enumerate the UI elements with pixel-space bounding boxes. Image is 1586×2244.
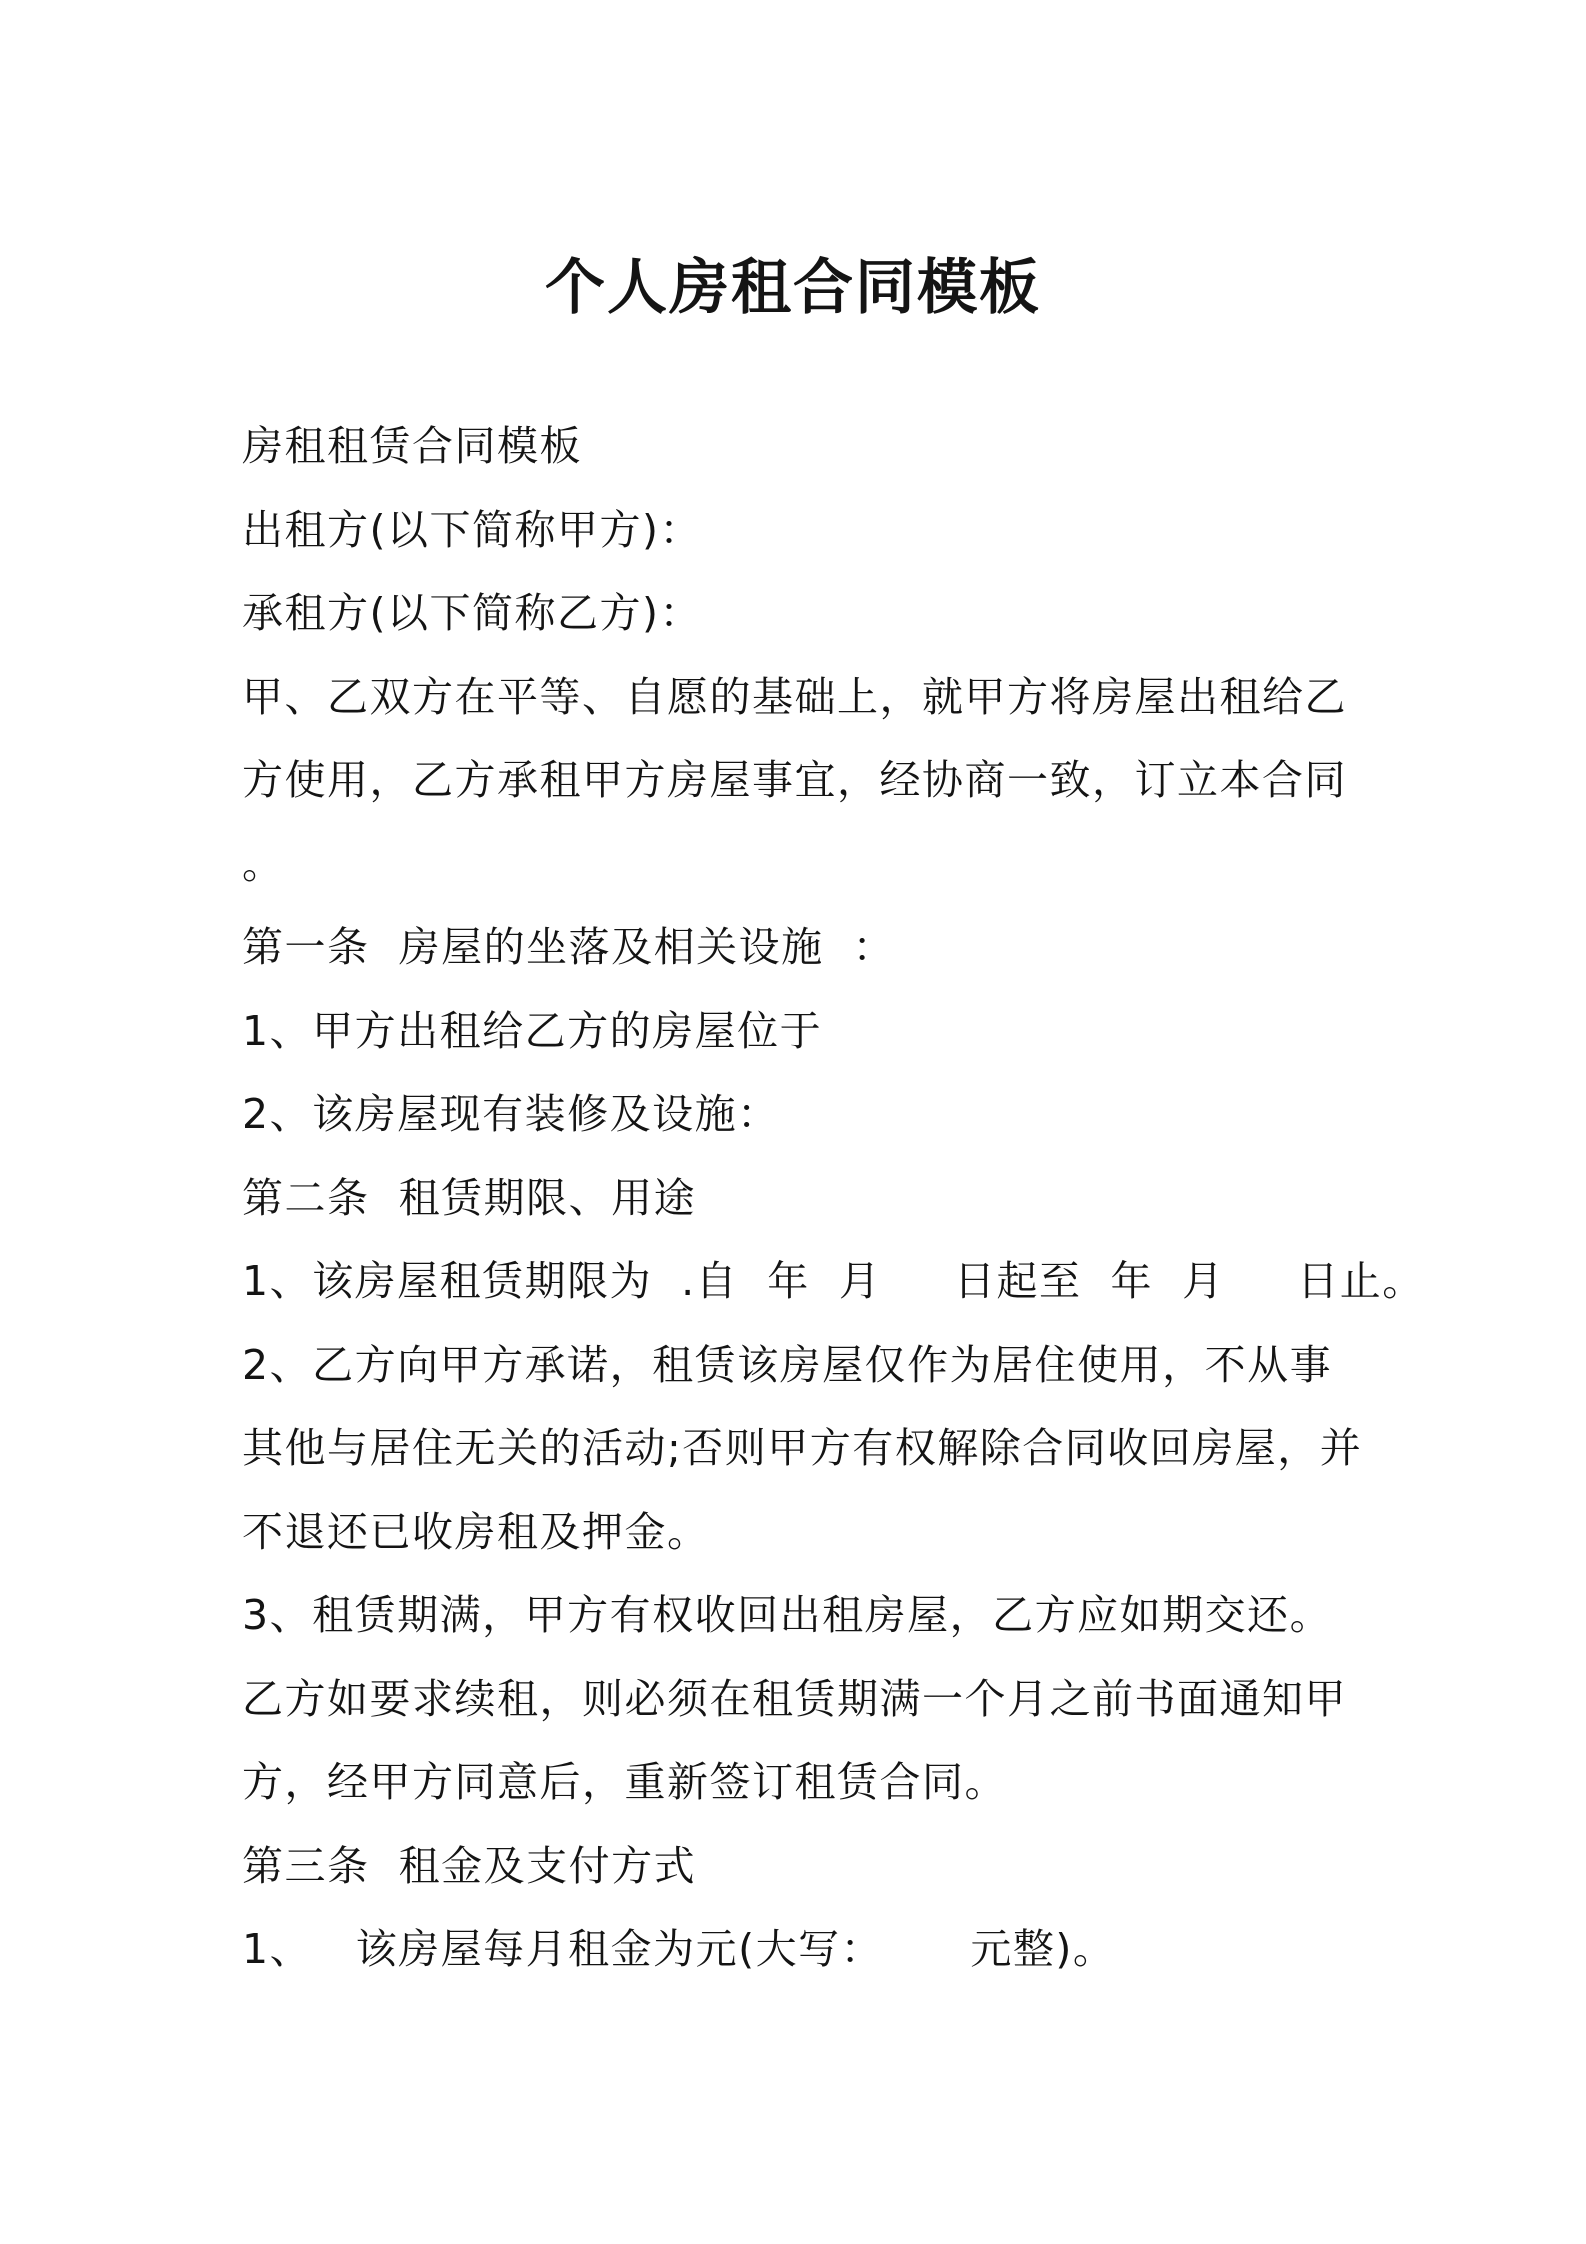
paragraph-line: 1、该房屋租赁期限为 .自 年 月 日起至 年 月 日止。 (242, 1257, 1425, 1305)
section-heading: 第三条 租金及支付方式 (242, 1841, 697, 1890)
paragraph-line: 出租方(以下简称甲方)： (242, 505, 702, 554)
document-title: 个人房租合同模板 (545, 253, 1041, 323)
paragraph-line: 乙方如要求续租，则必须在租赁期满一个月之前书面通知甲 (242, 1674, 1347, 1723)
paragraph-line: 2、该房屋现有装修及设施： (242, 1090, 780, 1138)
section-heading: 第二条 租赁期限、用途 (242, 1173, 697, 1222)
paragraph-line: 。 (242, 839, 285, 888)
paragraph-line: 1、 该房屋每月租金为元(大写： 元整)。 (242, 1925, 1116, 1973)
paragraph-line: 甲、乙双方在平等、自愿的基础上，就甲方将房屋出租给乙 (242, 672, 1347, 721)
paragraph-line: 其他与居住无关的活动;否则甲方有权解除合同收回房屋，并 (242, 1424, 1363, 1472)
paragraph-line: 1、甲方出租给乙方的房屋位于 (242, 1006, 823, 1055)
document-body (242, 405, 1425, 1992)
paragraph-line: 2、乙方向甲方承诺，租赁该房屋仅作为居住使用，不从事 (242, 1340, 1333, 1389)
section-heading: 第一条 房屋的坐落及相关设施 ： (242, 923, 896, 971)
paragraph-line: 方，经甲方同意后，重新签订租赁合同。 (242, 1758, 1007, 1806)
paragraph-line: 房租租赁合同模板 (242, 422, 582, 470)
paragraph-line: 不退还已收房租及押金。 (242, 1507, 710, 1556)
paragraph-line: 方使用，乙方承租甲方房屋事宜，经协商一致，订立本合同 (242, 756, 1347, 804)
paragraph-line: 承租方(以下简称乙方)： (242, 589, 702, 637)
paragraph-line: 3、租赁期满，甲方有权收回出租房屋，乙方应如期交还。 (242, 1591, 1333, 1639)
